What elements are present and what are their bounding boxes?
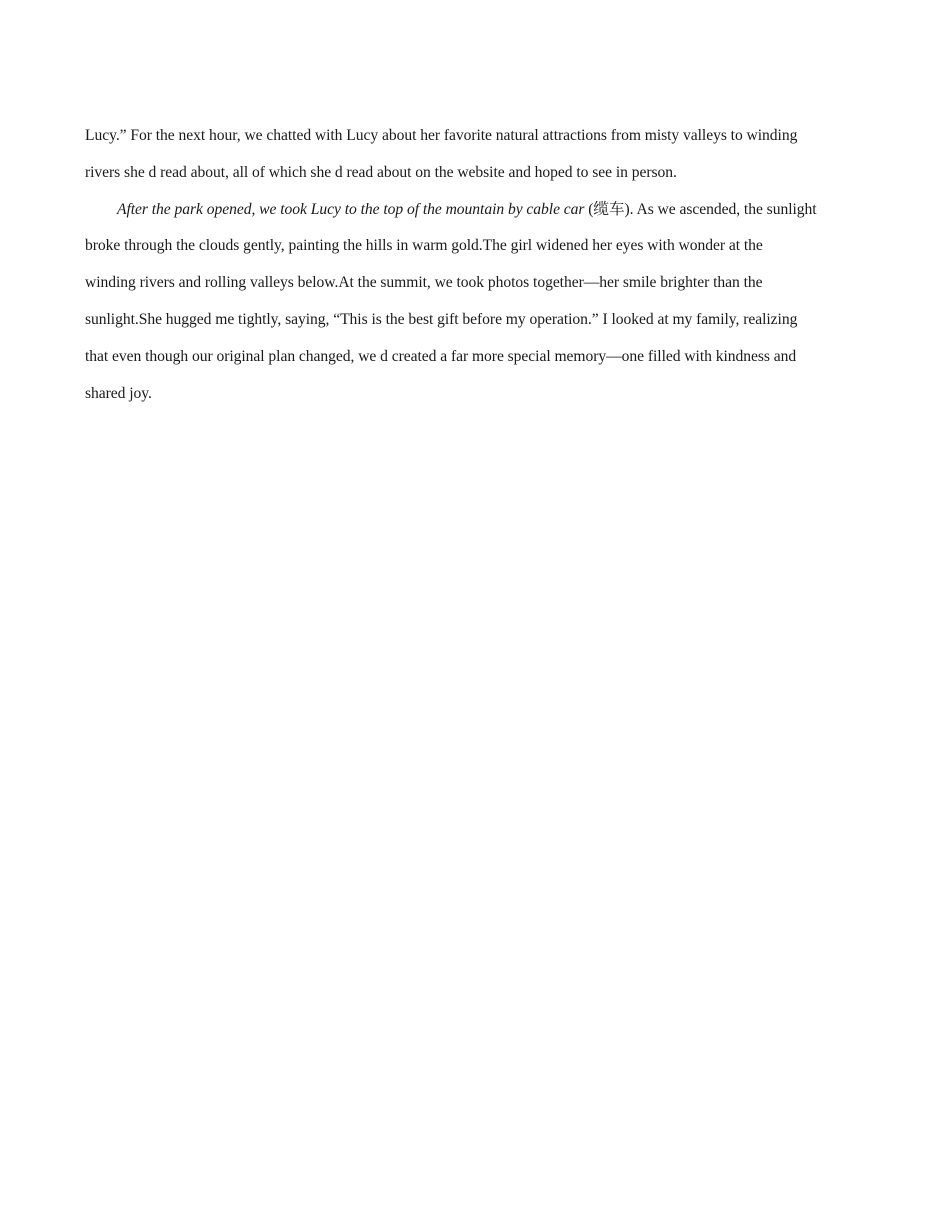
paragraph-2-line-3: winding rivers and rolling valleys below.At the summit, we took photos together—her smile brighter than the <box>85 274 763 292</box>
paragraph-2-line-2: broke through the clouds gently, painting the hills in warm gold.The girl widened her eyes with wonder at the <box>85 237 763 255</box>
paragraph-1-line-2: rivers she d read about, all of which she d read about on the website and hoped to see in person. <box>85 163 677 181</box>
paragraph-2-line-1 <box>85 192 885 229</box>
paragraph-2-line-6: shared joy. <box>85 384 152 402</box>
paragraph-1-line-1: Lucy.” For the next hour, we chatted with Lucy about her favorite natural attractions from misty valleys to winding <box>85 127 798 144</box>
paragraph-2-line-5: that even though our original plan changed, we d created a far more special memory—one filled with kindness and <box>85 347 797 365</box>
paragraph-2-line-4: sunlight.She hugged me tightly, saying, “This is the best gift before my operation.” I looked at my family, realizing <box>85 310 798 328</box>
document-body <box>85 118 885 412</box>
paragraph-2-line-1-rest: (缆车). As we ascended, the sunlight <box>584 200 817 218</box>
italic-prompt-sentence: After the park opened, we took Lucy to the top of the mountain by cable car <box>117 200 585 218</box>
